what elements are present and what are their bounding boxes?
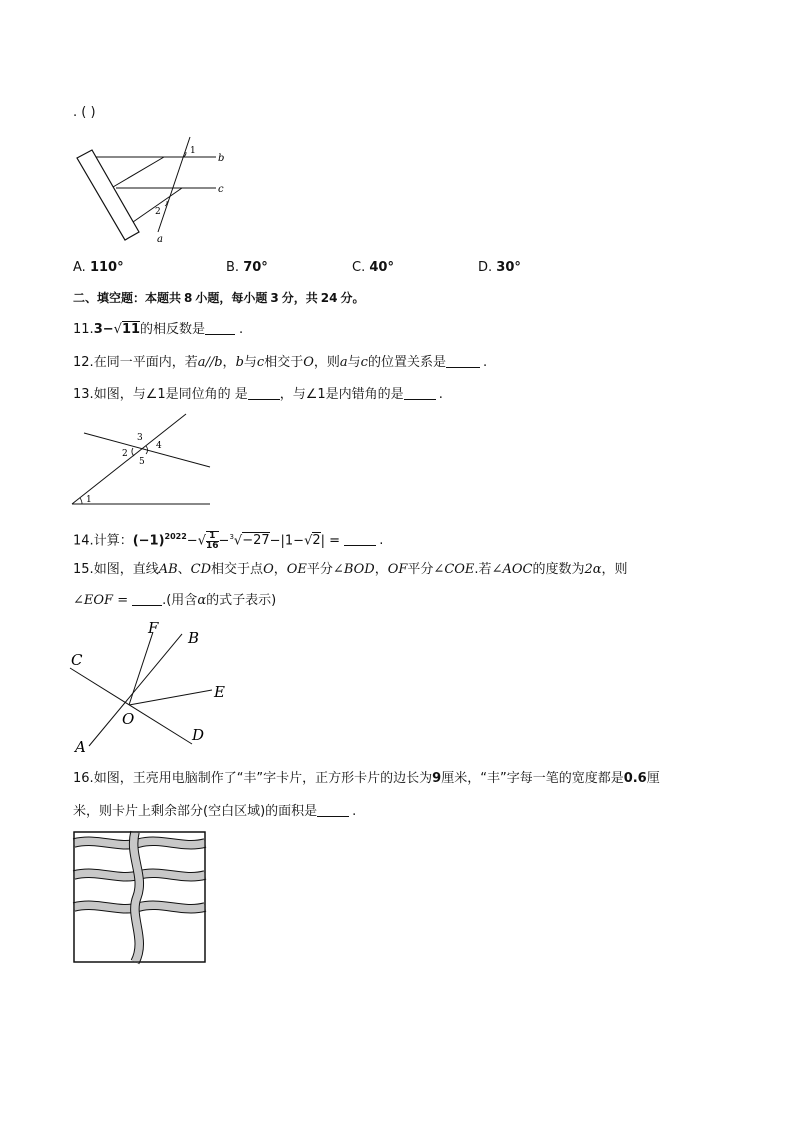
sqrt-icon: √ [113,322,122,337]
question-15-line1: 15.如图，直线AB、CD相交于点O，OE平分∠BOD，OF平分∠COE.若∠AOC的度数为2α，则 [73,562,628,577]
answer-blank-11[interactable] [205,321,235,335]
crossing-line [84,433,210,467]
label-4: 4 [156,441,162,451]
ray-oe [129,690,212,705]
label-1: 1 [86,495,92,505]
question-16-line1: 16.如图，王亮用电脑制作了“丰”字卡片，正方形卡片的边长为9厘米，“丰”字每一笔的宽度都是0.6厘 [73,771,660,786]
question-13: 13.如图，与∠1是同位角的 是 ，与∠1是内错角的是 . [73,387,443,402]
label-c: c [218,184,224,195]
answer-blank-12[interactable] [446,354,480,368]
label-b: b [218,153,225,164]
question-12: 12.在同一平面内，若a//b，b与c相交于O，则a与c的位置关系是 . [73,355,488,370]
cube-root-icon: √ [233,533,243,549]
sqrt-icon: √ [197,533,206,549]
q10-diagram [70,132,230,247]
ruler [77,150,139,240]
q10-stem-tail: . ( ) [73,105,96,120]
label-E: E [214,683,225,701]
option-c[interactable]: C. 40° [352,260,394,275]
line-a [158,137,190,232]
label-O: O [122,710,135,728]
q16-card-diagram [73,831,206,963]
feng-stroke-h1 [74,841,205,844]
label-angle-2: 2 [155,207,161,217]
answer-blank-15[interactable] [132,592,162,606]
label-D: D [192,726,205,744]
ray-of [129,632,153,705]
angle-1-arc [80,498,82,504]
answer-blank-14[interactable] [344,532,376,546]
question-16-line2: 米，则卡片上剩余部分(空白区域)的面积是 . [73,804,357,819]
q13-diagram [70,410,215,508]
label-2: 2 [122,449,128,459]
answer-blank-13a[interactable] [248,386,280,400]
question-11: 11.3−√11的相反数是 . [73,322,244,337]
label-A: A [75,738,86,756]
transversal [72,414,186,504]
line-cd [70,668,192,744]
label-3: 3 [137,433,143,443]
sqrt-icon: √ [304,533,313,549]
answer-blank-16[interactable] [317,803,349,817]
q15-diagram [70,618,240,758]
question-14: 14.计算：$(-1)^{2022}-√$ $\frac{1}{16}$ −$^3$√−27−|1−√2| = . [73,530,384,551]
label-C: C [71,651,83,669]
label-F: F [148,619,159,637]
answer-blank-13b[interactable] [404,386,436,400]
label-5: 5 [139,457,145,467]
label-angle-1: 1 [190,146,196,156]
label-B: B [188,629,200,647]
ruler-edge-1 [113,157,164,187]
label-a: a [157,234,163,245]
section2-heading: 二、填空题：本题共 8 小题，每小题 3 分，共 24 分。 [73,291,365,305]
question-15-line2: ∠EOF = .(用含α的式子表示) [73,593,277,608]
option-d[interactable]: D. 30° [478,260,521,275]
option-a[interactable]: A. 110° [73,260,124,275]
option-b[interactable]: B. 70° [226,260,268,275]
